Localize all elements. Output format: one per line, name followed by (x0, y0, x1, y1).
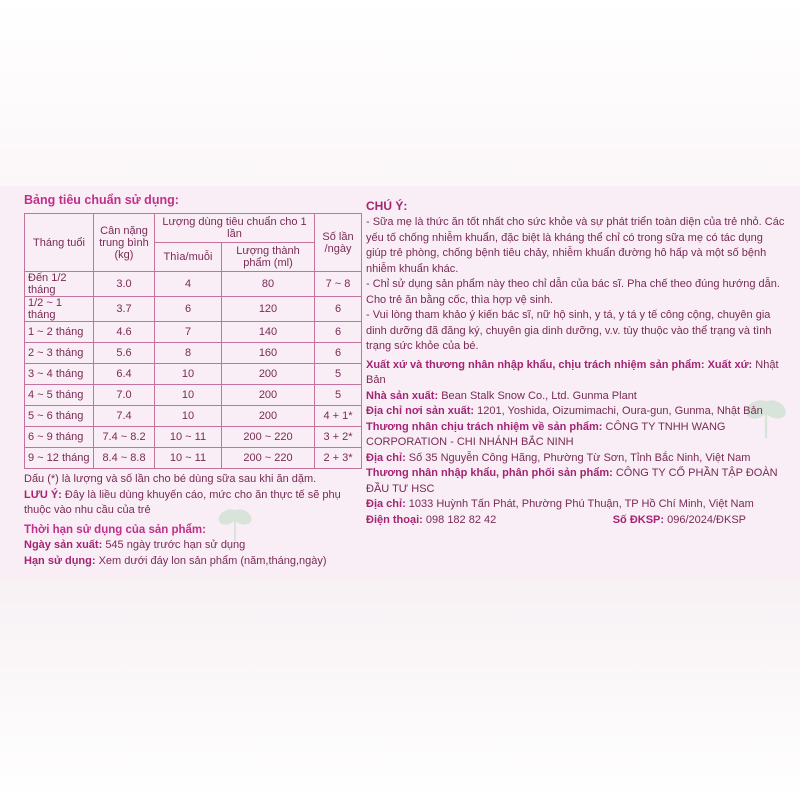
exp-date-label: Hạn sử dụng: (24, 554, 96, 567)
luu-y (24, 488, 364, 519)
table-row (25, 406, 362, 427)
mfg-date-text: 545 ngày trước hạn sử dụng (105, 539, 246, 551)
cell-scoops: 8 (155, 343, 222, 364)
cell-scoops: 10 ~ 11 (155, 448, 222, 469)
responsible-address-label: Địa chỉ: (366, 451, 406, 464)
cell-volume: 140 (222, 322, 315, 343)
cell-scoops: 10 ~ 11 (155, 427, 222, 448)
maker-address-label: Địa chỉ nơi sản xuất: (366, 405, 475, 417)
cell-age: 3 ~ 4 tháng (25, 364, 94, 385)
importer-label: Thương nhân nhập khẩu, phân phối sản phẩm: (366, 467, 613, 479)
cell-volume: 80 (222, 272, 315, 297)
cell-times: 2 + 3* (315, 448, 362, 469)
luu-y-text: Đây là liều dùng khuyến cáo, mức cho ăn thực tế sẽ phụ thuộc vào nhu cầu của trẻ (24, 488, 341, 516)
cell-age: 5 ~ 6 tháng (25, 406, 94, 427)
cell-scoops: 4 (155, 272, 222, 297)
usage-section (24, 193, 364, 569)
notice-title: CHÚ Ý: (366, 199, 408, 213)
shelf-life-title: Thời hạn sử dụng của sản phẩm: (24, 523, 206, 536)
cell-weight: 7.0 (94, 385, 155, 406)
importer-address-label: Địa chỉ: (366, 498, 406, 510)
header-weight: Cân nặng trung bình (kg) (94, 214, 155, 272)
maker-address-value: 1201, Yoshida, Oizumimachi, Oura-gun, Gunma, Nhật Bản (477, 405, 763, 417)
cell-weight: 7.4 ~ 8.2 (94, 427, 155, 448)
notice-paragraph-3: - Vui lòng tham khảo ý kiến bác sĩ, nữ hộ sinh, y tá, y tá y tế công cộng, chuyên gia dinh dưỡng đã đăng ký, chuyên gia dinh dưỡng, v.v. tùy thuộc vào thể trạng và tình trạng sức khỏe của bé. (366, 309, 772, 352)
origin-label: Xuất xứ và thương nhân nhập khẩu, chịu trách nhiệm sản phẩm: Xuất xứ: (366, 358, 753, 371)
cell-scoops: 10 (155, 406, 222, 427)
background-bottom (0, 578, 800, 800)
mfg-date-label: Ngày sản xuất: (24, 539, 103, 551)
table-row (25, 385, 362, 406)
cell-times: 5 (315, 364, 362, 385)
cell-volume: 120 (222, 297, 315, 322)
phone-value: 098 182 82 42 (425, 513, 497, 526)
header-scoops: Thìa/muỗi (155, 243, 222, 272)
cell-scoops: 10 (155, 364, 222, 385)
importer-line (366, 466, 786, 497)
cell-weight: 6.4 (94, 364, 155, 385)
cell-scoops: 10 (155, 385, 222, 406)
cell-volume: 200 ~ 220 (222, 448, 315, 469)
cell-weight: 8.4 ~ 8.8 (94, 448, 155, 469)
cell-age: 1/2 ~ 1 tháng (25, 297, 94, 322)
dosage-table (24, 213, 362, 469)
cell-times: 6 (315, 297, 362, 322)
cell-weight: 4.6 (94, 322, 155, 343)
mfg-date (24, 538, 364, 554)
phone (366, 513, 496, 529)
cell-volume: 200 (222, 385, 315, 406)
responsible-value: CÔNG TY TNHH WANG CORPORATION - CHI NHÁNH BẮC NINH (366, 420, 726, 448)
importer-value: CÔNG TY CỔ PHẦN TẬP ĐOÀN ĐẦU TƯ HSC (366, 467, 778, 495)
footnote: Dấu (*) là lượng và số lần cho bé dùng sữa sau khi ăn dặm. (24, 473, 317, 485)
phone-label: Điện thoại: (366, 513, 423, 526)
importer-address-line (366, 497, 786, 513)
table-row (25, 343, 362, 364)
cell-times: 3 + 2* (315, 427, 362, 448)
luu-y-label: LƯU Ý: (24, 488, 62, 501)
cell-weight: 3.0 (94, 272, 155, 297)
header-age: Tháng tuổi (25, 214, 94, 272)
header-times: Số lần /ngày (315, 214, 362, 272)
table-row (25, 364, 362, 385)
cell-times: 7 ~ 8 (315, 272, 362, 297)
cell-times: 4 + 1* (315, 406, 362, 427)
origin-value: Nhật Bản (366, 358, 779, 386)
table-row (25, 272, 362, 297)
cell-times: 6 (315, 343, 362, 364)
responsible-line (366, 420, 786, 451)
table-row (25, 427, 362, 448)
responsible-address-value: Số 35 Nguyễn Công Hãng, Phường Từ Sơn, Tỉnh Bắc Ninh, Việt Nam (408, 451, 751, 464)
registration (613, 513, 746, 529)
header-dose-group: Lượng dùng tiêu chuẩn cho 1 lần (155, 214, 315, 243)
cell-age: 4 ~ 5 tháng (25, 385, 94, 406)
origin-line (366, 358, 786, 389)
cell-age: 9 ~ 12 tháng (25, 448, 94, 469)
table-row (25, 448, 362, 469)
header-volume: Lượng thành phẩm (ml) (222, 243, 315, 272)
cell-age: 2 ~ 3 tháng (25, 343, 94, 364)
cell-volume: 160 (222, 343, 315, 364)
background-top (0, 0, 800, 186)
cell-weight: 7.4 (94, 406, 155, 427)
table-row (25, 297, 362, 322)
registration-value: 096/2024/ĐKSP (667, 513, 746, 526)
cell-age: 1 ~ 2 tháng (25, 322, 94, 343)
cell-age: Đến 1/2 tháng (25, 272, 94, 297)
notice-paragraph-1: - Sữa mẹ là thức ăn tốt nhất cho sức khỏe và sự phát triển toàn diện của trẻ nhỏ. Các yếu tố chống nhiễm khuẩn, đặc biệt là kháng thể chỉ có trong sữa mẹ có tác dụng giúp trẻ phòng, chống bệnh tiêu chảy, nhiễm khuẩn đường hô hấp và một số bệnh nhiễm khuẩn khác. (366, 216, 785, 275)
notice-paragraph-2: - Chỉ sử dụng sản phẩm này theo chỉ dẫn của bác sĩ. Pha chế theo đúng hướng dẫn. Cho trẻ ăn bằng cốc, thìa hợp vệ sinh. (366, 278, 780, 306)
table-header-row (25, 214, 362, 243)
contact-line (366, 513, 746, 529)
cell-age: 6 ~ 9 tháng (25, 427, 94, 448)
cell-weight: 3.7 (94, 297, 155, 322)
registration-label: Số ĐKSP: (612, 513, 665, 526)
responsible-label: Thương nhân chịu trách nhiệm về sản phẩm: (366, 420, 603, 433)
cell-volume: 200 ~ 220 (222, 427, 315, 448)
importer-address-value: 1033 Huỳnh Tấn Phát, Phường Phú Thuận, TP Hồ Chí Minh, Việt Nam (408, 498, 754, 510)
cell-scoops: 6 (155, 297, 222, 322)
maker-line (366, 389, 786, 405)
notice-section (366, 199, 786, 528)
table-row (25, 322, 362, 343)
exp-date-text: Xem dưới đáy lon sản phẩm (năm,tháng,ngày) (98, 554, 327, 567)
exp-date (24, 554, 364, 570)
cell-times: 6 (315, 322, 362, 343)
table-notes (24, 472, 364, 569)
maker-value: Bean Stalk Snow Co., Ltd. Gunma Plant (441, 389, 637, 402)
maker-label: Nhà sản xuất: (366, 389, 439, 402)
cell-scoops: 7 (155, 322, 222, 343)
responsible-address-line (366, 451, 786, 467)
cell-volume: 200 (222, 406, 315, 427)
cell-times: 5 (315, 385, 362, 406)
cell-volume: 200 (222, 364, 315, 385)
maker-address-line (366, 404, 786, 420)
cell-weight: 5.6 (94, 343, 155, 364)
table-title: Bảng tiêu chuẩn sử dụng: (24, 193, 179, 207)
